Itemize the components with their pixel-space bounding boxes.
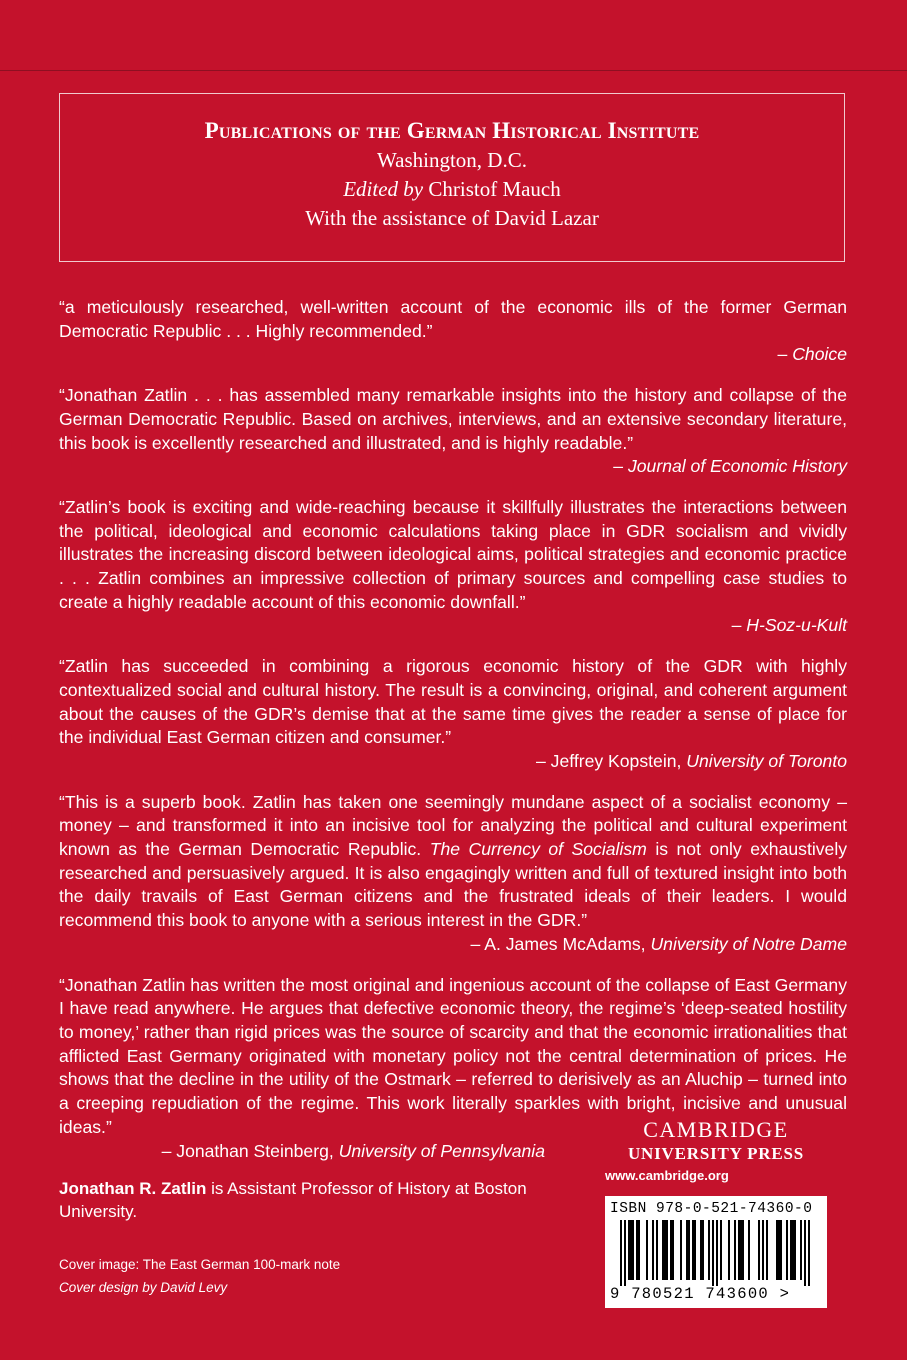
barcode-bar — [666, 1220, 668, 1280]
series-editor: Christof Mauch — [428, 177, 561, 201]
barcode-bar — [786, 1220, 788, 1280]
attribution-name: Jonathan Steinberg, — [176, 1140, 334, 1161]
quote-text: “Zatlin has succeeded in combining a rigorous economic history of the GDR with highly contextualized social and cultural history. The result is a convincing, original, and coherent argument about the causes of the GDR’s demise that at the same time gives the reader a sense of place for the individual East German citizen and consumer.” — [59, 656, 847, 748]
barcode-bar — [652, 1220, 654, 1280]
cover-design-credit: Cover design by David Levy — [59, 1280, 228, 1295]
publisher-logo — [605, 1110, 827, 1183]
barcode-bar — [672, 1220, 674, 1280]
publisher-name — [605, 1110, 827, 1144]
barcode-bar — [624, 1220, 626, 1286]
barcode-bar — [638, 1220, 640, 1280]
barcode-bar — [662, 1220, 664, 1280]
cover-credits — [59, 1253, 340, 1299]
barcode-bar — [688, 1220, 690, 1280]
endorsement-kopstein — [59, 655, 847, 774]
barcode-bar — [694, 1220, 696, 1280]
quote-text: “Jonathan Zatlin . . . has assembled many remarkable insights into the history and collapse of the German Democratic Republic. Based on archives, interviews, and an extensive secondary literature, this book is excellently researched and illustrated, and is highly readable.” — [59, 385, 847, 453]
series-box — [59, 93, 845, 262]
quote-attribution: – Journal of Economic History — [613, 456, 847, 477]
barcode-bar — [716, 1220, 718, 1286]
barcode-bar — [692, 1220, 694, 1280]
publisher-press-text: UNIVERSITY PRESS — [627, 1144, 805, 1163]
barcode-bar — [792, 1220, 794, 1280]
barcode-bar — [780, 1220, 782, 1280]
edited-by-label: Edited by — [343, 177, 424, 201]
barcode-bar — [742, 1220, 744, 1280]
barcode-bar — [748, 1220, 750, 1280]
series-assistance: With the assistance of David Lazar — [305, 206, 599, 230]
barcode-bar — [702, 1220, 704, 1280]
series-editor-line — [60, 175, 844, 204]
barcode-bar — [712, 1220, 714, 1286]
attribution-source: H-Soz-u-Kult — [746, 615, 847, 636]
quote-attribution: – Jonathan Steinberg, University of Pennsylvania — [161, 1140, 545, 1161]
isbn-text: ISBN 978-0-521-74360-0 — [610, 1201, 813, 1217]
barcode-bar — [794, 1220, 796, 1280]
attribution-source: University of Notre Dame — [650, 933, 847, 954]
barcode-bar — [766, 1220, 768, 1280]
endorsement-choice — [59, 296, 847, 367]
barcode-bar — [800, 1220, 802, 1280]
barcode-bar — [630, 1220, 632, 1280]
endorsements — [59, 296, 847, 1180]
barcode-bar — [656, 1220, 658, 1280]
ean-number: 9 780521 743600 > — [610, 1285, 791, 1303]
attribution-source: Choice — [792, 344, 847, 365]
quote-text: “This is a superb book. Zatlin has taken one seemingly mundane aspect of a socialist economy – money – and transformed it into an incisive tool for analyzing the political and cultural experiment known as the German Democratic Republic. The Currency of Socialism is not only exhaustively researched and persuasively argued. It is also engagingly written and full of textured insight into both the daily travails of East German citizens and the frustrated ideals of their leaders. I would recommend this book to anyone with a serious interest in the GDR.” — [59, 791, 848, 931]
series-location: Washington, D.C. — [377, 148, 527, 172]
cover-image-credit: Cover image: The East German 100-mark note — [59, 1257, 341, 1272]
publisher-name-text: cambridge — [643, 1109, 789, 1144]
barcode-bar — [620, 1220, 622, 1286]
attribution-name: A. James McAdams, — [484, 933, 646, 954]
barcode-bar — [740, 1220, 742, 1280]
barcode-bar — [680, 1220, 682, 1280]
book-title: The Currency of Socialism — [429, 839, 647, 860]
barcode-bar — [664, 1220, 666, 1280]
attribution-source: University of Pennsylvania — [338, 1140, 545, 1161]
quote-text: “Zatlin’s book is exciting and wide-reaching because it skillfully illustrates the interactions between the political, ideological and economic calculations taking place in GDR socialism and vividly illustrates the increasing discord between ideological aims, political strategies and economic practice . . . Zatlin combines an impressive collection of primary sources and compelling case studies to create a highly readable account of this economic downfall.” — [59, 496, 847, 612]
top-divider — [0, 70, 907, 71]
endorsement-hsozukult — [59, 496, 847, 638]
barcode-bar — [778, 1220, 780, 1280]
series-title: Publications of the German Historical Institute — [204, 118, 700, 143]
barcode-bar — [728, 1220, 730, 1280]
barcode-bar — [808, 1220, 810, 1286]
barcode-bar — [804, 1220, 806, 1286]
barcode-bars — [610, 1220, 818, 1286]
publisher-url: www.cambridge.org — [605, 1168, 729, 1183]
author-bio-text: is Assistant Professor of History at Boston University. — [59, 1179, 527, 1221]
barcode-bar — [776, 1220, 778, 1280]
barcode-bar — [632, 1220, 634, 1280]
barcode-bar — [734, 1220, 736, 1280]
attribution-source: University of Toronto — [686, 750, 847, 771]
attribution-source: Journal of Economic History — [627, 456, 847, 477]
barcode-bar — [762, 1220, 764, 1280]
endorsement-mcadams — [59, 791, 847, 957]
endorsement-jeh — [59, 384, 847, 479]
barcode-bar — [708, 1220, 710, 1280]
barcode-bar — [720, 1220, 722, 1280]
author-name: Jonathan R. Zatlin — [59, 1179, 207, 1198]
quote-attribution: – Choice — [777, 344, 847, 365]
barcode-bar — [738, 1220, 740, 1280]
barcode-bar — [646, 1220, 648, 1280]
quote-text: “a meticulously researched, well-written account of the economic ills of the former German Democratic Republic . . . Highly recommended.” — [59, 297, 847, 341]
barcode-bar — [628, 1220, 630, 1280]
attribution-name: Jeffrey Kopstein, — [550, 750, 682, 771]
barcode-bar — [686, 1220, 688, 1280]
quote-text: “Jonathan Zatlin has written the most original and ingenious account of the collapse of East Germany I have read anywhere. He argues that defective economic theory, the regime’s ‘deep-seated hostility to money,’ rather than rigid prices was the source of scarcity and that the economic irrationalities that afflicted East Germany originated with monetary policy not the central determination of prices. He shows that the decline in the utility of the Ostmark – referred to derisively as an Aluchip – turned into a creeping repudiation of the regime. This work literally sparkles with bright, incisive and unusual ideas.” — [59, 974, 847, 1137]
barcode-bar — [636, 1220, 638, 1280]
barcode-bar — [758, 1220, 760, 1280]
quote-attribution: – H-Soz-u-Kult — [731, 615, 847, 636]
barcode-bar — [670, 1220, 672, 1280]
quote-attribution: – Jeffrey Kopstein, University of Toronto — [535, 750, 847, 771]
isbn-barcode — [605, 1196, 827, 1308]
barcode-bar — [700, 1220, 702, 1280]
author-bio — [59, 1177, 559, 1223]
publisher-press — [605, 1144, 827, 1164]
barcode-bar — [790, 1220, 792, 1280]
quote-attribution: – A. James McAdams, University of Notre Dame — [470, 933, 847, 954]
